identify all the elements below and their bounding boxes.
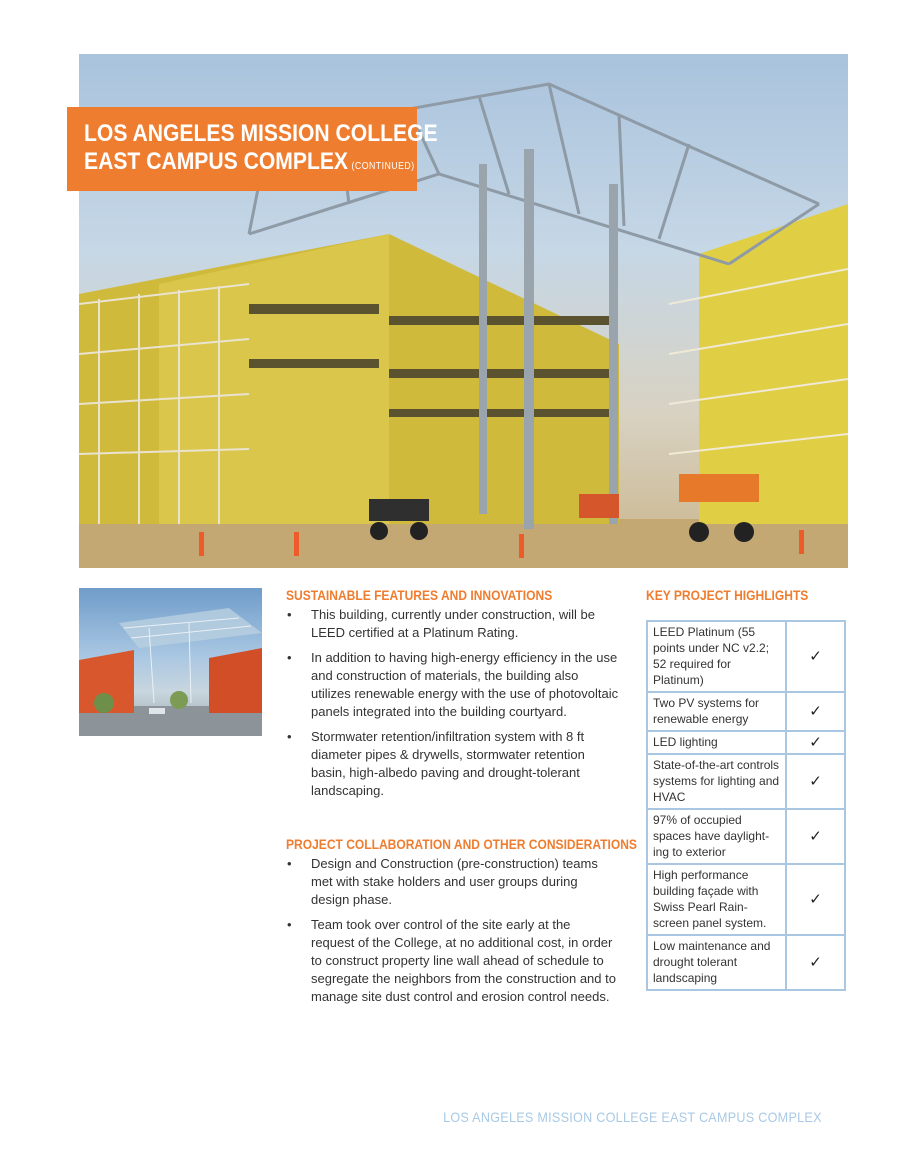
title-line-2-text: EAST CAMPUS COMPLEX — [84, 148, 349, 175]
table-row — [647, 692, 845, 731]
highlight-label: LEED Platinum (55 points under NC v2.2; 52 required for Platinum) — [647, 621, 786, 692]
rendering-thumbnail — [79, 588, 262, 736]
table-row — [647, 809, 845, 864]
highlight-label: State-of-the-art controls systems for lighting and HVAC — [647, 754, 786, 809]
page-footer: LOS ANGELES MISSION COLLEGE EAST CAMPUS COMPLEX — [443, 1109, 822, 1125]
list-item: • Team took over control of the site early at the request of the College, at no additional cost, in order to construct property line wall ahead of schedule to segregate the neighbors from the construction and to manage site dust control and erosion control needs. — [286, 916, 616, 1006]
highlight-label: Low maintenance and drought tolerant landscaping — [647, 935, 786, 990]
highlight-label: High performance building façade with Swiss Pearl Rain-screen panel system. — [647, 864, 786, 935]
check-icon: ✓ — [786, 935, 845, 990]
check-icon: ✓ — [786, 692, 845, 731]
list-item: • Design and Construction (pre-construction) teams met with stake holders and user groups during design phase. — [286, 855, 616, 909]
table-row — [647, 864, 845, 935]
check-icon: ✓ — [786, 731, 845, 754]
title-banner — [67, 107, 438, 191]
highlight-label: LED lighting — [647, 731, 786, 754]
check-icon: ✓ — [786, 864, 845, 935]
table-row — [647, 754, 845, 809]
list-item: • This building, currently under construction, will be LEED certified at a Platinum Rating. — [286, 606, 621, 642]
title-line-1: LOS ANGELES MISSION COLLEGE — [84, 120, 438, 147]
list-item: • Stormwater retention/infiltration system with 8 ft diameter pipes & drywells, stormwater retention basin, high-albedo paving and drought-tolerant landscaping. — [286, 728, 621, 800]
highlight-label: Two PV systems for renewable energy — [647, 692, 786, 731]
table-row — [647, 731, 845, 754]
title-continued: (CONTINUED) — [351, 161, 415, 172]
table-row — [647, 621, 845, 692]
highlights-heading: KEY PROJECT HIGHLIGHTS — [646, 587, 809, 603]
collaboration-heading: PROJECT COLLABORATION AND OTHER CONSIDERATIONS — [286, 836, 637, 852]
check-icon: ✓ — [786, 621, 845, 692]
table-row — [647, 935, 845, 990]
sustainable-heading: SUSTAINABLE FEATURES AND INNOVATIONS — [286, 587, 553, 603]
check-icon: ✓ — [786, 809, 845, 864]
highlights-table — [646, 620, 846, 991]
collaboration-list — [286, 855, 616, 1013]
sustainable-list — [286, 606, 621, 807]
rendering-illustration — [79, 588, 262, 736]
list-item: • In addition to having high-energy efficiency in the use and construction of materials, the building also utilizes renewable energy with the use of photovoltaic panels integrated into the building courtyard. — [286, 649, 621, 721]
check-icon: ✓ — [786, 754, 845, 809]
highlight-label: 97% of occupied spaces have daylight-ing to exterior — [647, 809, 786, 864]
title-line-2 — [84, 148, 415, 181]
